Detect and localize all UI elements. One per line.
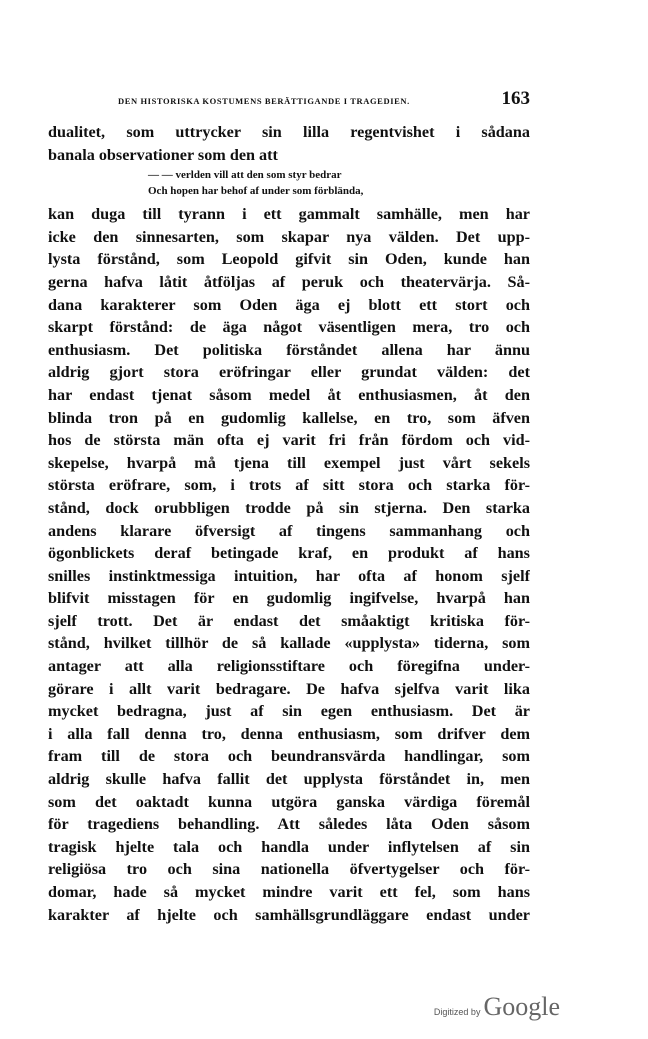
text-line: banala observationer som den att [48, 145, 278, 164]
digitized-by-label: Digitized by [433, 1007, 481, 1017]
text-line: snilles instinktmessiga intuition, har ofta af honom sjelf [48, 566, 530, 585]
paragraph [48, 203, 530, 926]
text-line: karakter af hjelte och samhällsgrundläggare endast under [48, 905, 530, 924]
text-line: enthusiasm. Det politiska förståndet allena har ännu [48, 340, 530, 359]
text-line: kan duga till tyrann i ett gammalt samhälle, men har [48, 205, 530, 224]
text-line: domar, hade så mycket mindre varit ett fel, som hans [48, 883, 530, 901]
text-line: har endast tjenat såsom medel åt enthusiasmen, åt den [48, 385, 530, 404]
text-line: blinda tron på en gudomlig kallelse, en tro, som äfven [48, 408, 530, 427]
text-line: antager att alla religionsstiftare och föregifna under- [48, 657, 530, 676]
quote-line: Och hopen har behof af under som förblända, [148, 184, 364, 197]
text-line: tragisk hjelte tala och handla under inflytelsen af sin [48, 837, 530, 856]
text-line: lysta förstånd, som Leopold gifvit sin Oden, kunde han [48, 250, 530, 269]
text-line: stånd, hvilket tillhör de så kallade «upplysta» tiderna, som [48, 634, 530, 653]
text-line: dana karakterer som Oden äga ej blott ett stort och [48, 295, 530, 314]
text-line: mycket bedragna, just af sin egen enthusiasm. Det är [48, 702, 530, 721]
quote-line: — — verlden vill att den som styr bedrar [148, 169, 342, 182]
running-header [48, 88, 530, 110]
text-line: aldrig gjort stora eröfringar eller grundat välden: det [48, 363, 530, 382]
text-line: blifvit misstagen för en gudomlig ingifvelse, hvarpå han [48, 589, 530, 608]
text-line: ögonblickets deraf betingade kraf, en produkt af hans [48, 544, 530, 563]
text-line: hos de största män ofta ej varit fri från fördom och vid- [48, 431, 530, 450]
text-line: aldrig skulle hafva fallit det upplysta förståndet in, men [48, 770, 530, 789]
google-logo: Google [483, 992, 560, 1021]
text-line: andens klarare öfversigt af tingens sammanhang och [48, 521, 530, 540]
text-line: icke den sinnesarten, som skapar nya välden. Det upp- [48, 227, 530, 246]
verse-quote [48, 168, 530, 199]
text-line: för tragediens behandling. Att således låta Oden såsom [48, 815, 530, 834]
text-line: som det oaktadt kunna utgöra ganska värdiga föremål [48, 792, 530, 811]
digitization-watermark [434, 992, 560, 1022]
text-line: görare i allt varit bedragare. De hafva sjelfva varit lika [48, 679, 530, 698]
text-line: skarpt förstånd: de äga något väsentligen mera, tro och [48, 318, 530, 337]
text-line: fram till de stora och beundransvärda handlingar, som [48, 747, 530, 766]
text-line: gerna hafva låtit åtföljas af peruk och theatervärja. Så- [48, 272, 530, 291]
text-line: största eröfrare, som, i trots af sitt stora och starka för- [48, 476, 530, 495]
text-line: religiösa tro och sina nationella öfvertygelser och för- [48, 860, 530, 879]
text-line: dualitet, som uttrycker sin lilla regentvishet i sådana [48, 123, 530, 141]
body-text [48, 121, 530, 926]
text-line: sjelf trott. Det är endast det småaktigt kritiska för- [48, 611, 530, 630]
page-number: 163 [501, 88, 530, 109]
text-line: i alla fall denna tro, denna enthusiasm, som drifver dem [48, 724, 530, 743]
running-title: DEN HISTORISKA KOSTUMENS BERÄTTIGANDE I TRAGEDIEN. [118, 96, 410, 106]
text-line: skepelse, hvarpå må tjena till exempel just vårt sekels [48, 453, 530, 472]
text-line: stånd, dock orubbligen trodde på sin stjerna. Den starka [48, 498, 530, 517]
